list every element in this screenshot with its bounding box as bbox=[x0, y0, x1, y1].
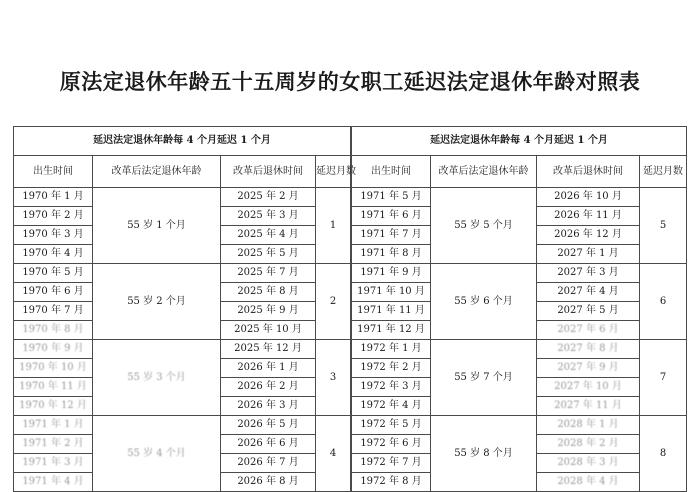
column-header: 改革后退休时间 bbox=[221, 156, 316, 188]
birth-cell: 1972 年 2 月 bbox=[352, 359, 431, 378]
table-row bbox=[14, 188, 351, 207]
column-header: 改革后退休时间 bbox=[537, 156, 640, 188]
birth-cell: 1971 年 3 月 bbox=[14, 454, 93, 473]
retire-time-cell: 2028 年 3 月 bbox=[537, 454, 640, 473]
retire-time-cell: 2027 年 1 月 bbox=[537, 245, 640, 264]
birth-cell: 1971 年 11 月 bbox=[352, 302, 431, 321]
delay-cell: 8 bbox=[640, 416, 687, 492]
delay-cell: 3 bbox=[316, 340, 351, 416]
table-row bbox=[14, 264, 351, 283]
delay-cell: 1 bbox=[316, 188, 351, 264]
retire-time-cell: 2026 年 5 月 bbox=[221, 416, 316, 435]
retire-time-cell: 2028 年 2 月 bbox=[537, 435, 640, 454]
table-row bbox=[352, 340, 687, 359]
birth-cell: 1971 年 7 月 bbox=[352, 226, 431, 245]
table-row bbox=[14, 416, 351, 435]
delay-cell: 4 bbox=[316, 416, 351, 492]
column-header: 改革后法定退休年龄 bbox=[93, 156, 221, 188]
delay-cell: 6 bbox=[640, 264, 687, 340]
age-cell: 55 岁 3 个月 bbox=[93, 340, 221, 416]
retire-time-cell: 2026 年 6 月 bbox=[221, 435, 316, 454]
column-header: 延迟月数 bbox=[316, 156, 351, 188]
birth-cell: 1970 年 3 月 bbox=[14, 226, 93, 245]
table-header: 延迟法定退休年龄每 4 个月延迟 1 个月 bbox=[352, 127, 687, 156]
retire-time-cell: 2028 年 1 月 bbox=[537, 416, 640, 435]
retire-time-cell: 2025 年 5 月 bbox=[221, 245, 316, 264]
age-cell: 55 岁 6 个月 bbox=[431, 264, 537, 340]
retire-time-cell: 2027 年 4 月 bbox=[537, 283, 640, 302]
birth-cell: 1971 年 2 月 bbox=[14, 435, 93, 454]
birth-cell: 1971 年 12 月 bbox=[352, 321, 431, 340]
right-table bbox=[351, 126, 687, 492]
age-cell: 55 岁 8 个月 bbox=[431, 416, 537, 492]
retire-time-cell: 2027 年 10 月 bbox=[537, 378, 640, 397]
birth-cell: 1972 年 8 月 bbox=[352, 473, 431, 492]
birth-cell: 1971 年 9 月 bbox=[352, 264, 431, 283]
retire-time-cell: 2025 年 7 月 bbox=[221, 264, 316, 283]
retire-time-cell: 2025 年 8 月 bbox=[221, 283, 316, 302]
birth-cell: 1970 年 9 月 bbox=[14, 340, 93, 359]
birth-cell: 1971 年 6 月 bbox=[352, 207, 431, 226]
retire-time-cell: 2025 年 12 月 bbox=[221, 340, 316, 359]
table-row bbox=[352, 264, 687, 283]
table-row bbox=[14, 340, 351, 359]
age-cell: 55 岁 7 个月 bbox=[431, 340, 537, 416]
table-row bbox=[352, 188, 687, 207]
retire-time-cell: 2026 年 3 月 bbox=[221, 397, 316, 416]
table-row bbox=[352, 416, 687, 435]
retire-time-cell: 2026 年 1 月 bbox=[221, 359, 316, 378]
delay-cell: 7 bbox=[640, 340, 687, 416]
page-title: 原法定退休年龄五十五周岁的女职工延迟法定退休年龄对照表 bbox=[59, 69, 641, 94]
table-header: 延迟法定退休年龄每 4 个月延迟 1 个月 bbox=[14, 127, 351, 156]
column-header: 延迟月数 bbox=[640, 156, 687, 188]
column-header: 出生时间 bbox=[14, 156, 93, 188]
age-cell: 55 岁 4 个月 bbox=[93, 416, 221, 492]
birth-cell: 1970 年 12 月 bbox=[14, 397, 93, 416]
delay-cell: 2 bbox=[316, 264, 351, 340]
birth-cell: 1970 年 10 月 bbox=[14, 359, 93, 378]
retire-time-cell: 2026 年 7 月 bbox=[221, 454, 316, 473]
retire-time-cell: 2027 年 9 月 bbox=[537, 359, 640, 378]
birth-cell: 1970 年 5 月 bbox=[14, 264, 93, 283]
retire-time-cell: 2026 年 11 月 bbox=[537, 207, 640, 226]
retire-time-cell: 2027 年 3 月 bbox=[537, 264, 640, 283]
retire-time-cell: 2027 年 6 月 bbox=[537, 321, 640, 340]
birth-cell: 1970 年 4 月 bbox=[14, 245, 93, 264]
retire-time-cell: 2025 年 2 月 bbox=[221, 188, 316, 207]
retire-time-cell: 2027 年 8 月 bbox=[537, 340, 640, 359]
left-table bbox=[13, 126, 356, 492]
birth-cell: 1970 年 6 月 bbox=[14, 283, 93, 302]
birth-cell: 1972 年 5 月 bbox=[352, 416, 431, 435]
birth-cell: 1972 年 3 月 bbox=[352, 378, 431, 397]
age-cell: 55 岁 2 个月 bbox=[93, 264, 221, 340]
birth-cell: 1971 年 10 月 bbox=[352, 283, 431, 302]
birth-cell: 1971 年 8 月 bbox=[352, 245, 431, 264]
age-cell: 55 岁 1 个月 bbox=[93, 188, 221, 264]
retire-time-cell: 2025 年 4 月 bbox=[221, 226, 316, 245]
retire-time-cell: 2026 年 2 月 bbox=[221, 378, 316, 397]
birth-cell: 1970 年 2 月 bbox=[14, 207, 93, 226]
birth-cell: 1972 年 1 月 bbox=[352, 340, 431, 359]
retire-time-cell: 2026 年 12 月 bbox=[537, 226, 640, 245]
delay-cell: 5 bbox=[640, 188, 687, 264]
column-header: 出生时间 bbox=[352, 156, 431, 188]
retire-time-cell: 2025 年 3 月 bbox=[221, 207, 316, 226]
retire-time-cell: 2025 年 9 月 bbox=[221, 302, 316, 321]
birth-cell: 1970 年 7 月 bbox=[14, 302, 93, 321]
retire-time-cell: 2026 年 8 月 bbox=[221, 473, 316, 492]
birth-cell: 1971 年 4 月 bbox=[14, 473, 93, 492]
birth-cell: 1971 年 1 月 bbox=[14, 416, 93, 435]
birth-cell: 1970 年 1 月 bbox=[14, 188, 93, 207]
retire-time-cell: 2025 年 10 月 bbox=[221, 321, 316, 340]
retire-time-cell: 2028 年 4 月 bbox=[537, 473, 640, 492]
column-header: 改革后法定退休年龄 bbox=[431, 156, 537, 188]
birth-cell: 1970 年 8 月 bbox=[14, 321, 93, 340]
retire-time-cell: 2027 年 11 月 bbox=[537, 397, 640, 416]
retire-time-cell: 2026 年 10 月 bbox=[537, 188, 640, 207]
retire-time-cell: 2027 年 5 月 bbox=[537, 302, 640, 321]
age-cell: 55 岁 5 个月 bbox=[431, 188, 537, 264]
birth-cell: 1972 年 7 月 bbox=[352, 454, 431, 473]
birth-cell: 1972 年 4 月 bbox=[352, 397, 431, 416]
birth-cell: 1970 年 11 月 bbox=[14, 378, 93, 397]
birth-cell: 1972 年 6 月 bbox=[352, 435, 431, 454]
birth-cell: 1971 年 5 月 bbox=[352, 188, 431, 207]
